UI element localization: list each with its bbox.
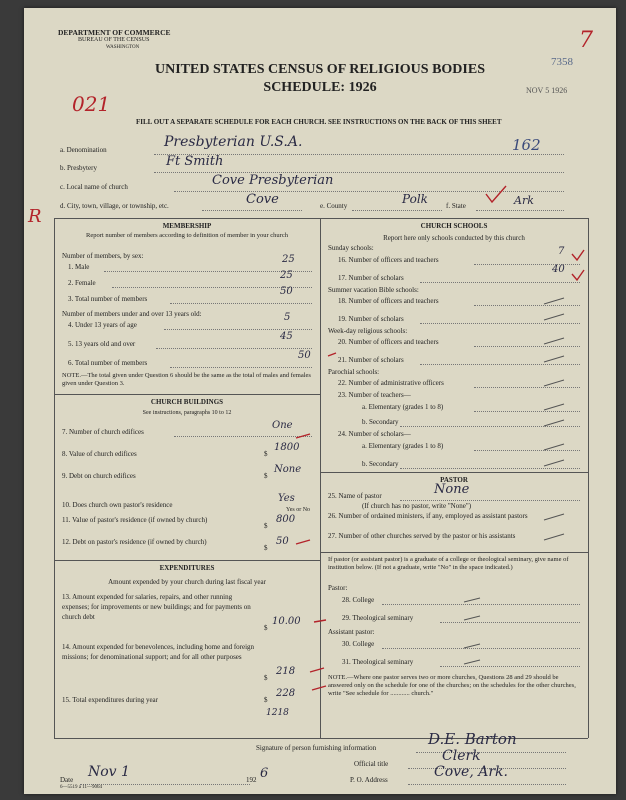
assistant-pastors-label: 26. Number of ordained ministers, if any, employed as assistant pastors	[328, 512, 528, 520]
teachers-elementary-label: a. Elementary (grades 1 to 8)	[362, 403, 444, 411]
summer-officers-label: 18. Number of officers and teachers	[338, 297, 439, 305]
weekday-schools: Week-day religious schools:	[328, 327, 408, 335]
scholars-secondary-label: b. Secondary	[362, 460, 399, 468]
other-churches-label: 27. Number of other churches served by the pastor or his assistants	[328, 532, 516, 540]
year-prefix: 192	[246, 776, 257, 784]
denomination-value: Presbyterian U.S.A.	[164, 134, 303, 150]
form-footer: 6—5519 a 11—9064	[60, 785, 103, 790]
presbytery-value: Ft Smith	[166, 154, 224, 169]
sunday-scholars-label: 17. Number of scholars	[338, 274, 404, 282]
sunday-scholars-value: 40	[552, 264, 565, 275]
male-label: 1. Male	[68, 263, 90, 271]
total-members-label: 3. Total number of members	[68, 295, 148, 303]
teachers-label: 23. Number of teachers—	[338, 391, 411, 399]
graduate-note: If pastor (or assistant pastor) is a graduate of a college or theological seminary, give name of institution below. (If not a graduate, write "No" in the space indicated.)	[328, 556, 569, 571]
residence-debt-value: 50	[276, 536, 289, 547]
presbytery-label: b. Presbytery	[60, 164, 97, 172]
female-value: 25	[280, 270, 293, 281]
teachers-secondary-label: b. Secondary	[362, 418, 399, 426]
state-value: Ark	[514, 194, 534, 207]
church-name-value: Cove Presbyterian	[212, 173, 334, 188]
members-by-sex: Number of members, by sex:	[62, 252, 144, 260]
schedule-title: SCHEDULE: 1926	[263, 80, 377, 95]
pastor-college-label: 28. College	[342, 596, 375, 604]
male-value: 25	[282, 254, 295, 265]
county-label: e. County	[320, 202, 348, 210]
buildings-heading: CHURCH BUILDINGS	[150, 398, 224, 406]
annotation-marks	[24, 8, 616, 794]
year-value: 6	[260, 766, 269, 781]
edifice-value-value: 1800	[274, 442, 300, 453]
date-value: Nov 1	[88, 764, 130, 780]
total-members-age-value: 50	[298, 350, 311, 361]
over-13-label: 5. 13 years old and over	[68, 340, 136, 348]
residence-value-value: 800	[276, 514, 296, 525]
pastor-name-label: 25. Name of pastor	[328, 492, 382, 500]
pastor-heading: PASTOR	[440, 476, 468, 484]
census-form: DEPARTMENT OF COMMERCE BUREAU OF THE CENSUS WASHINGTON UNITED STATES CENSUS OF RELIGIOUS BODIES SCHEDULE: 1926 7358 NOV 5 1926 7 021 FILL OUT A SEPARATE SCHEDULE FOR EACH CHURCH. SEE INSTRUCTIONS ON THE BACK OF THIS SHEET a. Denomination Presbyterian U.S.A. 162 b. Presbytery Ft Smith c. Local name of church Cove Presbyterian d. City, town, village, or township, etc. Cove e. County Polk f. State Ark R MEMBERSHIP Report number of members according to definition of member in your church Number of members, by sex: 1. Male 25 2. Female 25 3. Total number of members 50 Number of members under and over 13 years old: 4. Under 13 years of age 5 5. 13 years old and over 45 6. Total number of members 50 NOTE.—The total given under Question 6 should be the same as the total of males and females given under Question 3. CHURCH BUILDINGS See instructions, paragraphs 10 to 12 7. Number of church edifices One 8. Value of church edifices $ 1800 9. Debt on church edifices $ None 10. Does church own pastor's residence Yes Yes or No 11. Value of pastor's residence (if owned by church) $ 800 12. Debt on pastor's residence (if owned by church) $ 50 EXPENDITURES Amount expended by your church during last fiscal year 13. Amount expended for salaries, repairs, and other running expenses; for improvements or new buildings; and for payments on church debt $ 10.00 14. Amount expended for benevolences, including home and foreign missions; for denominational support; and for all other purposes $ 218 15. Total expenditures during year $ 228 1218 CHURCH SCHOOLS Report here only schools conducted by this church Sunday schools: 16. Number of officers and teachers 7 17. Number of scholars 40 Summer vacation Bible schools: 18. Number of officers and teachers 19. Number of scholars Week-day religious schools: 20. Number of officers and teachers 21. Number of scholars Parochial schools: 22. Number of administrative officers 23. Number of teachers— a. Elementary (grades 1 to 8) b. Secondary 24. Number of scholars— a. Elementary (grades 1 to 8) b. Secondary PASTOR 25. Name of pastor None (If church has no pastor, write "None") 26. Number of ordained ministers, if any, employed as assistant pastors 27. Number of other churches served by the pastor or his assistants If pastor (or assistant pastor) is a graduate of a college or theological seminary, give name of institution below. (If not a graduate, write "No" in the space indicated.) Pastor: 28. College 29. Theological seminary Assistant pastor: 30. College 31. Theological seminary NOTE.—Where one pastor serves two or more churches, Questions 28 and 29 should be answered only on the schedule for one of the churches; on the schedules for the other churches, write "See schedule for ............ church." Signature of person furnishing information D.E. Barton Official title Clerk Date Nov 1 192 6 P. O. Address Cove, Ark. 6—5519 a 11—9064	[24, 8, 616, 794]
summer-scholars-label: 19. Number of scholars	[338, 315, 404, 323]
sunday-officers-value: 7	[558, 246, 565, 257]
under-13-value: 5	[284, 312, 291, 323]
edifice-check-mark	[296, 434, 310, 438]
signature-value: D.E. Barton	[428, 730, 517, 748]
county-check-mark	[486, 186, 506, 202]
pastor-seminary-label: 29. Theological seminary	[342, 614, 414, 622]
stamp-number: 7358	[551, 56, 573, 68]
county-value: Polk	[402, 192, 428, 206]
po-address-value: Cove, Ark.	[434, 764, 508, 780]
church-name-label: c. Local name of church	[60, 183, 128, 191]
expenditures-heading: EXPENDITURES	[159, 564, 215, 572]
sunday-schools: Sunday schools:	[328, 244, 374, 252]
summer-schools: Summer vacation Bible schools:	[328, 286, 419, 294]
margin-mark: R	[28, 206, 42, 227]
pastor-name-note: (If church has no pastor, write "None")	[362, 502, 472, 510]
female-label: 2. Female	[68, 279, 96, 287]
pastor-name-value: None	[434, 482, 470, 497]
pastor-sub-label: Pastor:	[328, 584, 348, 592]
form-title: UNITED STATES CENSUS OF RELIGIOUS BODIES	[154, 62, 485, 77]
department-name: DEPARTMENT OF COMMERCE	[58, 28, 171, 37]
assistant-sub-label: Assistant pastor:	[328, 628, 375, 636]
buildings-sub: See instructions, paragraphs 10 to 12	[142, 410, 232, 416]
owns-residence-value: Yes	[278, 493, 295, 504]
city-value: Cove	[246, 192, 279, 207]
stamp-date: NOV 5 1926	[526, 86, 568, 95]
edifice-debt-label: 9. Debt on church edifices	[62, 472, 136, 480]
denomination-code: 162	[512, 136, 541, 154]
bureau-name: BUREAU OF THE CENSUS	[78, 37, 150, 43]
members-by-age: Number of members under and over 13 years old:	[62, 310, 202, 318]
membership-intro: Report number of members according to definition of member in your church	[86, 232, 288, 239]
owns-residence-label: 10. Does church own pastor's residence	[62, 501, 173, 509]
instructions-line: FILL OUT A SEPARATE SCHEDULE FOR EACH CHURCH. SEE INSTRUCTIONS ON THE BACK OF THIS SHEET	[136, 118, 502, 126]
parochial-schools: Parochial schools:	[328, 368, 380, 376]
title-label: Official title	[354, 760, 389, 768]
total-expenditures-note: 1218	[266, 708, 289, 718]
corner-mark: 7	[579, 28, 593, 53]
admin-officers-label: 22. Number of administrative officers	[338, 379, 444, 387]
po-address-label: P. O. Address	[350, 776, 388, 784]
total-expenditures-label: 15. Total expenditures during year	[62, 696, 158, 704]
edifice-value-label: 8. Value of church edifices	[62, 450, 137, 458]
under-13-label: 4. Under 13 years of age	[68, 321, 137, 329]
state-label: f. State	[446, 202, 466, 210]
yes-no-hint: Yes or No	[286, 507, 311, 513]
total-members-value: 50	[280, 286, 293, 297]
membership-note: NOTE.—The total given under Question 6 should be the same as the total of males and females given under Question 3.	[62, 372, 311, 387]
benevolences-label: 14. Amount expended for benevolences, including home and foreign missions; for denominational support; and for all other purposes	[62, 643, 255, 661]
form-number: 021	[72, 92, 111, 116]
edifices-label: 7. Number of church edifices	[62, 428, 144, 436]
city-label: d. City, town, village, or township, etc.	[60, 202, 169, 210]
residence-value-label: 11. Value of pastor's residence (if owned by church)	[62, 516, 208, 524]
assistant-seminary-label: 31. Theological seminary	[342, 658, 414, 666]
bureau-city: WASHINGTON	[106, 45, 140, 50]
pastor-note: NOTE.—Where one pastor serves two or more churches, Questions 28 and 29 should be answered only on the schedule for one of the churches; on the schedules for the other churches, write "See schedule for ............ church."	[328, 674, 576, 697]
schools-intro: Report here only schools conducted by this church	[383, 234, 525, 242]
scholars-elementary-label: a. Elementary (grades 1 to 8)	[362, 442, 444, 450]
benevolences-value: 218	[276, 666, 296, 677]
total-check-mark	[328, 353, 336, 356]
weekday-scholars-label: 21. Number of scholars	[338, 356, 404, 364]
title-value: Clerk	[442, 748, 481, 764]
over-13-value: 45	[280, 331, 293, 342]
running-expenses-label: 13. Amount expended for salaries, repairs, and other running expenses; for improvements or new buildings; and for payments on church debt	[62, 593, 251, 621]
denomination-label: a. Denomination	[60, 146, 107, 154]
date-label: Date	[60, 776, 74, 784]
running-expenses-value: 10.00	[272, 616, 301, 627]
scholars-label: 24. Number of scholars—	[338, 430, 411, 438]
sunday-officers-label: 16. Number of officers and teachers	[338, 256, 439, 264]
schools-heading: CHURCH SCHOOLS	[420, 222, 488, 230]
assistant-college-label: 30. College	[342, 640, 375, 648]
edifices-value: One	[272, 420, 293, 431]
total-members-age-label: 6. Total number of members	[68, 359, 148, 367]
expenditures-sub: Amount expended by your church during last fiscal year	[108, 578, 266, 586]
signature-label: Signature of person furnishing information	[256, 744, 377, 752]
edifice-debt-value: None	[274, 464, 302, 475]
total-expenditures-value: 228	[276, 688, 296, 699]
residence-debt-label: 12. Debt on pastor's residence (if owned by church)	[62, 538, 207, 546]
weekday-officers-label: 20. Number of officers and teachers	[338, 338, 439, 346]
membership-heading: MEMBERSHIP	[162, 222, 212, 230]
